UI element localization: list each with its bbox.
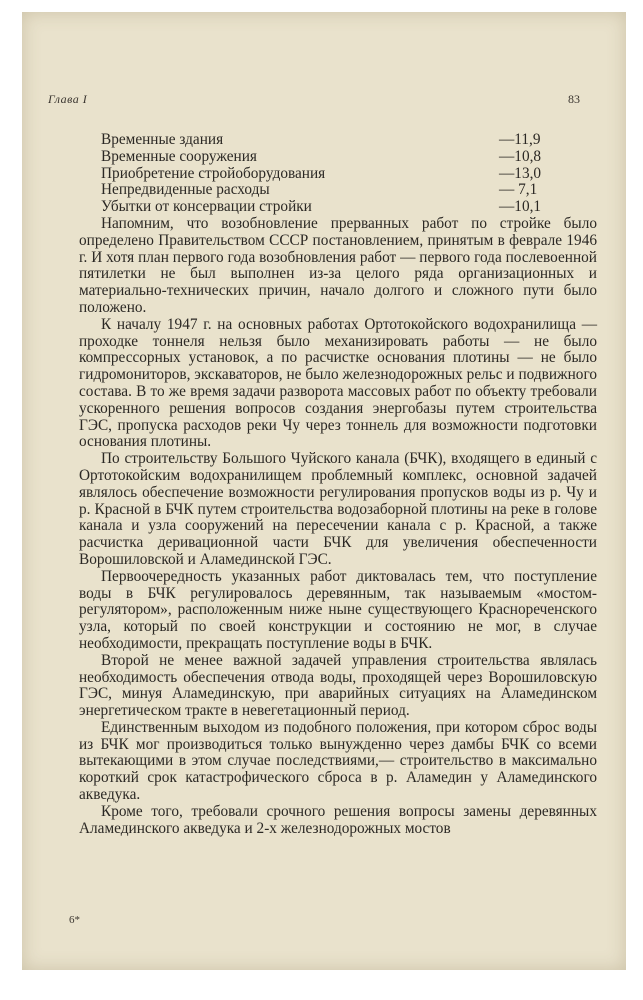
paragraph: Первоочередность указанных работ диктовалась тем, что поступление воды в БЧК регулировалось деревянным, так называемым «мостом-регулятором», расположенным ниже ныне существующего Краснореченского узла, который по своей конструкции и состоянию не мог, в случае необходимости, прекращать поступление воды в БЧК. — [79, 567, 597, 652]
cost-item-value: —10,1 — [499, 198, 542, 216]
book-page — [22, 12, 626, 970]
cost-item-label: Приобретение стройоборудования — [101, 164, 326, 182]
cost-item — [79, 166, 597, 183]
signature-mark: 6* — [69, 914, 80, 926]
paragraph: Единственным выходом из подобного положения, при котором сброс воды из БЧК мог производиться только вынужденно через дамбы БЧК со всеми вытекающими в этом случае последствиями,— строительство в максимально короткий срок катастрофического сброса в р. Аламедин у Аламединского акведука. — [79, 718, 597, 804]
cost-item-label: Убытки от консервации стройки — [101, 198, 312, 216]
cost-item-label: Временные здания — [101, 131, 224, 148]
chapter-title: Глава I — [48, 92, 88, 106]
page-number: 83 — [568, 92, 580, 106]
paragraph: Напомним, что возобновление прерванных работ по стройке было определено Правительством СССР постановлением, принятым в феврале 1946 г. И хотя план первого года возобновления работ — первого года послевоенной пятилетки не был выполнен из-за целого ряда организационных и материально-технических причин, начало долгого и сложного пути было положено. — [79, 214, 597, 316]
cost-item-value: —10,8 — [499, 147, 542, 165]
cost-item — [79, 149, 597, 166]
cost-item-label: Непредвиденные расходы — [101, 181, 270, 199]
cost-item-label: Временные сооружения — [101, 147, 257, 165]
paragraph: К началу 1947 г. на основных работах Ортотокойского водохранилища — проходке тоннеля нельзя было механизировать работы — не было компрессорных установок, а по расчистке основания плотины — не было гидромониторов, экскаваторов, не было железнодорожных рельс и подвижного состава. В то же время задачи разворота массовых работ по объекту требовали ускоренного решения вопросов создания энергобазы путем строительства ГЭС, пропуска расходов реки Чу через тоннель для возможности подготовки основания плотины. — [79, 315, 597, 451]
paragraph: Второй не менее важной задачей управления строительства являлась необходимость обеспечения отвода воды, проходящей через Ворошиловскую ГЭС, минуя Аламединскую, при аварийных ситуациях на Аламединском энергетическом тракте в невегетационный период. — [79, 651, 597, 720]
cost-item — [79, 182, 597, 199]
cost-item — [79, 199, 597, 216]
cost-item — [79, 132, 597, 149]
paragraph: По строительству Большого Чуйского канала (БЧК), входящего в единый с Ортотокойским водохранилищем проблемный комплекс, основной задачей являлось обеспечение возможности регулирования пропусков воды из р. Чу и р. Красной в БЧК путем строительства водозаборной плотины на реке в голове канала и узла сооружений на пересечении канала с р. Красной, а также расчистка деривационной части БЧК для увеличения обеспеченности Ворошиловской и Аламединской ГЭС. — [79, 450, 597, 568]
cost-item-value: — 7,1 — [499, 181, 538, 199]
body-text — [79, 132, 597, 837]
paragraph: Кроме того, требовали срочного решения вопросы замены деревянных Аламединского акведука и 2-х железнодорожных мостов — [79, 802, 597, 837]
cost-item-value: —11,9 — [499, 131, 541, 148]
cost-item-value: —13,0 — [499, 164, 542, 182]
